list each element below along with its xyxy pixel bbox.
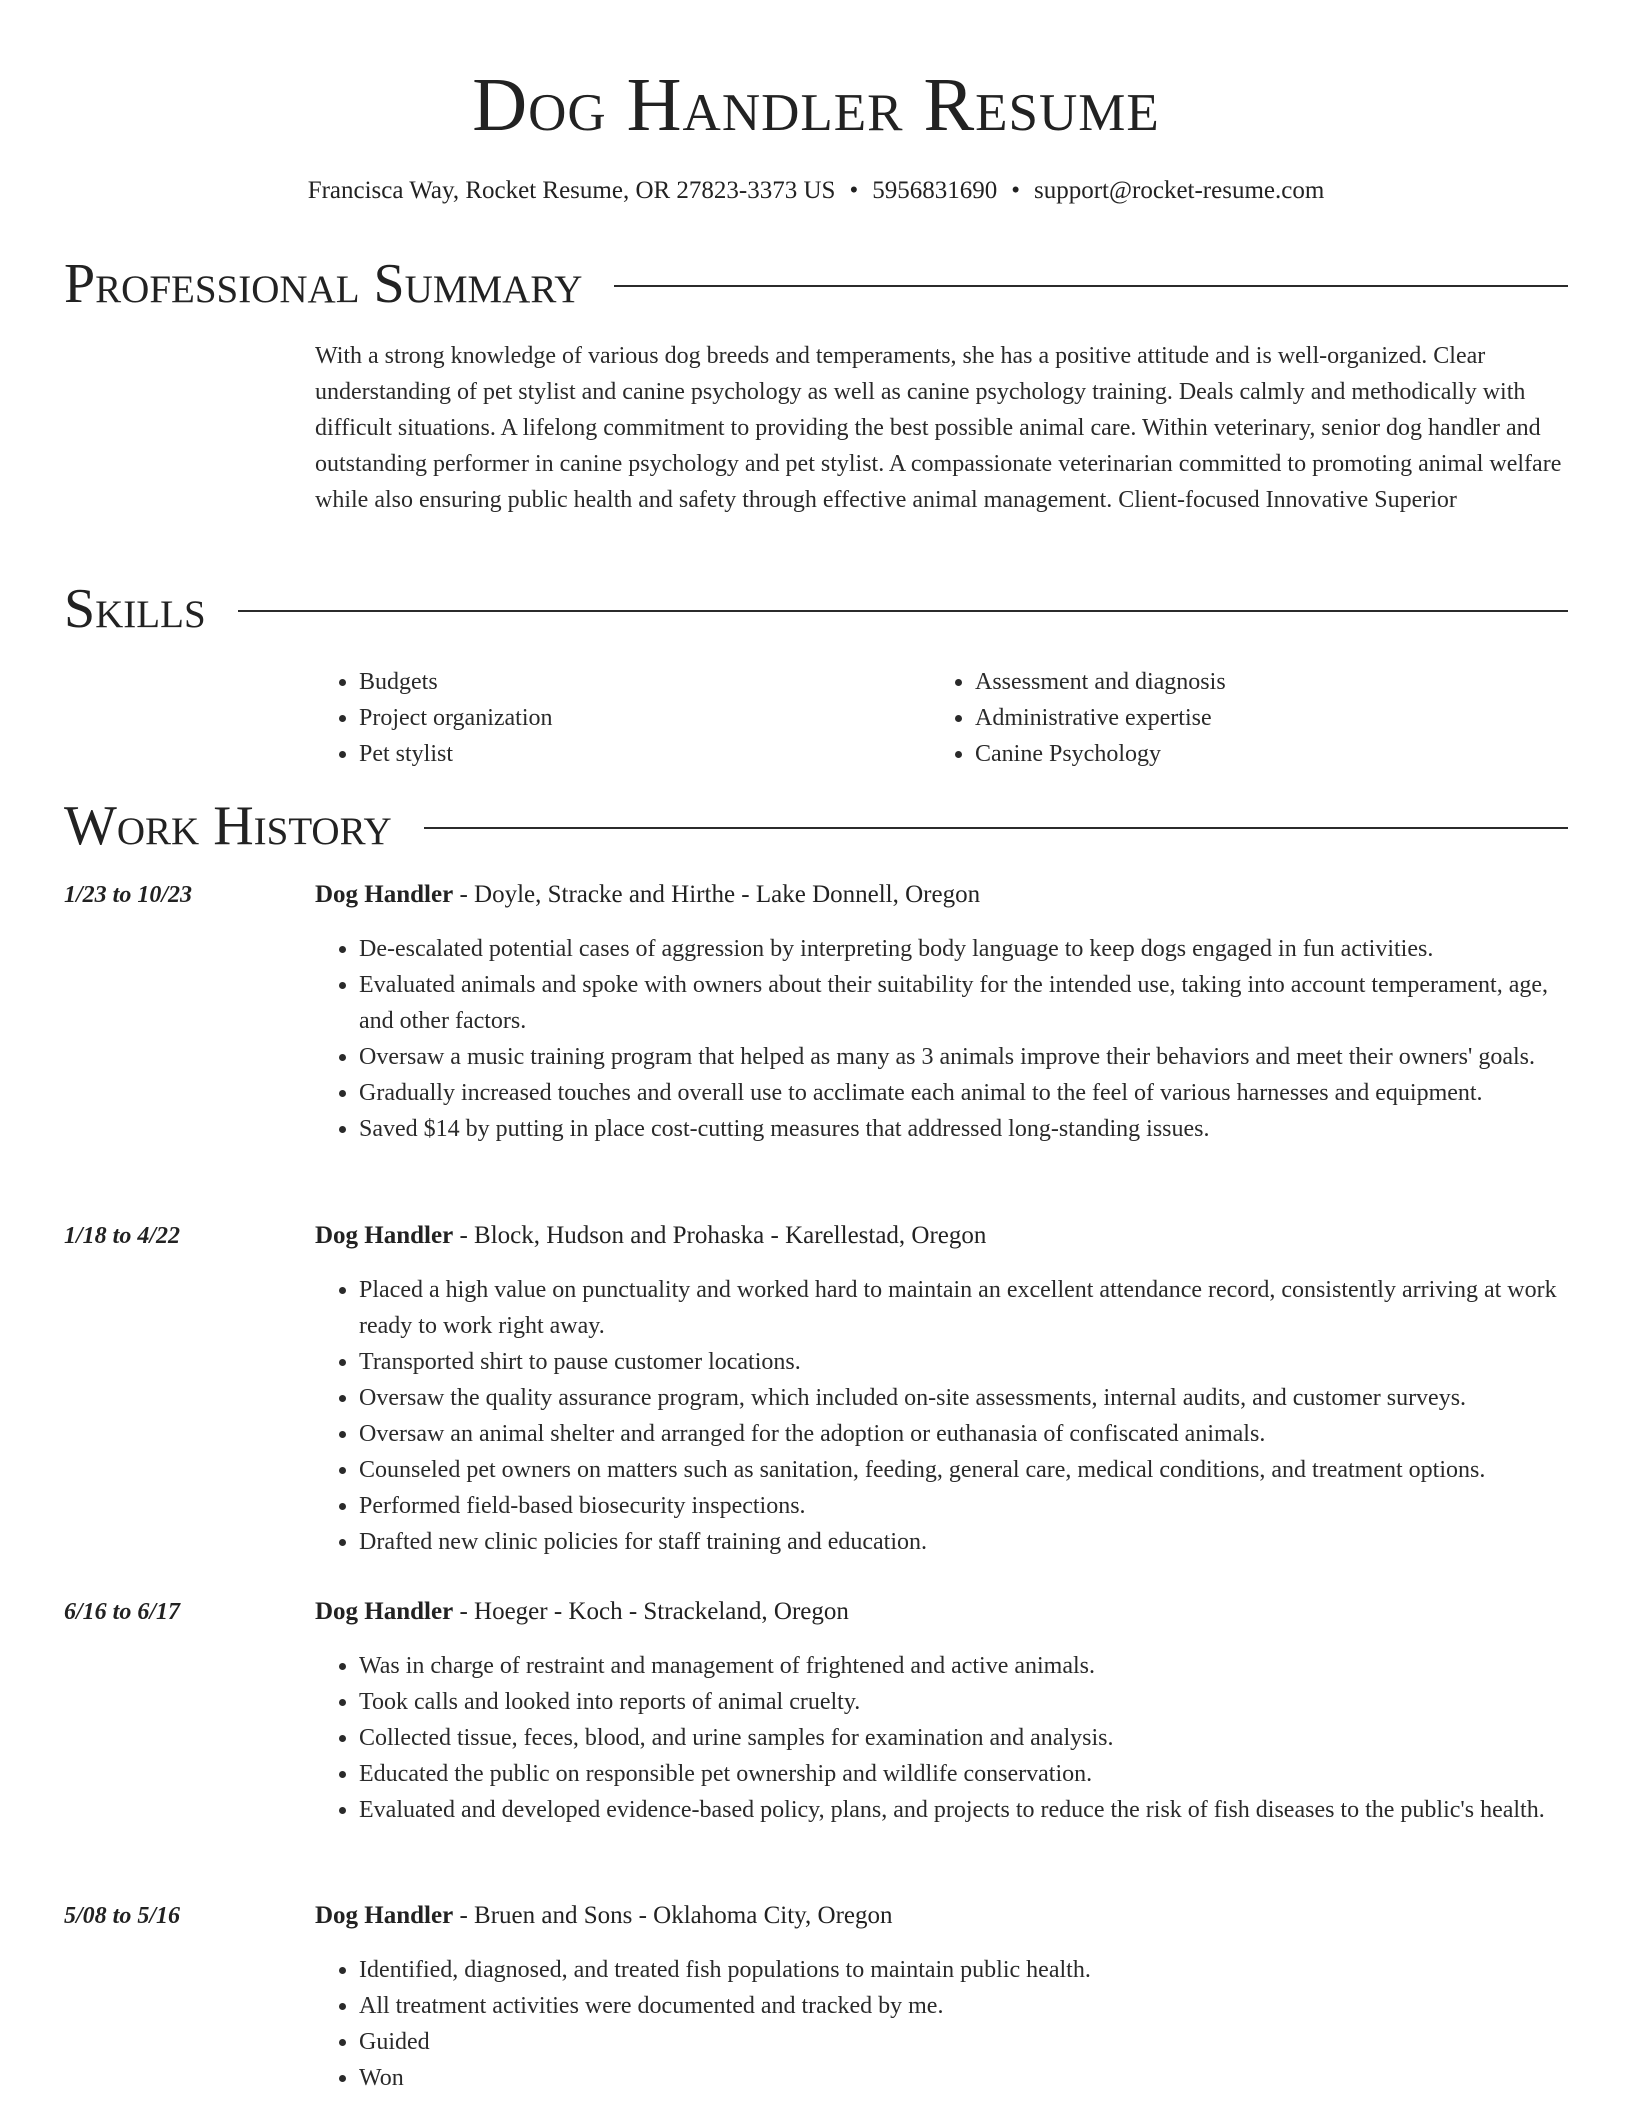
job-header bbox=[315, 1898, 893, 1934]
summary-text: With a strong knowledge of various dog breeds and temperaments, she has a positive attitude and is well-organized. Clear understanding of pet stylist and canine psychology as well as canine psychology training. Deals calmly and methodically with difficult situations. A lifelong commitment to providing the best possible animal care. Within veterinary, senior dog handler and outstanding performer in canine psychology and pet stylist. A compassionate veterinarian committed to promoting animal welfare while also ensuring public health and safety through effective animal management. Client-focused Innovative Superior bbox=[315, 343, 1562, 513]
job-bullet: • Collected tissue, feces, blood, and urine samples for examination and analysis. bbox=[359, 1720, 1570, 1756]
contact-line bbox=[0, 174, 1632, 208]
job-dates: 5/08 to 5/16 bbox=[64, 1903, 181, 1929]
skill-item: • Project organization bbox=[359, 700, 931, 736]
skill-item: • Assessment and diagnosis bbox=[975, 664, 1547, 700]
job-bullets bbox=[315, 1272, 1570, 1560]
summary-heading: Professional Summary bbox=[64, 253, 583, 315]
skill-item: • Canine Psychology bbox=[975, 736, 1547, 772]
job-bullet: • Gradually increased touches and overall use to acclimate each animal to the feel of various harnesses and equipment. bbox=[359, 1075, 1570, 1111]
work-section-header bbox=[64, 793, 1568, 859]
job-role: Dog Handler bbox=[315, 1598, 454, 1625]
job-header bbox=[315, 1218, 986, 1254]
job-role: Dog Handler bbox=[315, 1222, 454, 1249]
job-bullet: • Took calls and looked into reports of animal cruelty. bbox=[359, 1684, 1570, 1720]
job-employer: - Doyle, Stracke and Hirthe - Lake Donnell, Oregon bbox=[453, 881, 981, 908]
contact-address: Francisca Way, Rocket Resume, OR 27823-3373 US bbox=[307, 177, 836, 204]
job-header bbox=[315, 877, 980, 913]
resume-title: Dog Handler Resume bbox=[472, 63, 1160, 147]
contact-separator: • bbox=[849, 177, 859, 204]
job-bullet: • Educated the public on responsible pet ownership and wildlife conservation. bbox=[359, 1756, 1570, 1792]
job-bullet: • Performed field-based biosecurity inspections. bbox=[359, 1488, 1570, 1524]
job-bullet: • Oversaw an animal shelter and arranged for the adoption or euthanasia of confiscated animals. bbox=[359, 1416, 1570, 1452]
skills-list bbox=[315, 664, 1570, 772]
job-bullet: • Identified, diagnosed, and treated fish populations to maintain public health. bbox=[359, 1952, 1570, 1988]
job-header bbox=[315, 1594, 849, 1630]
section-divider bbox=[238, 610, 1568, 612]
job-bullet: • De-escalated potential cases of aggression by interpreting body language to keep dogs engaged in fun activities. bbox=[359, 931, 1570, 967]
job-bullet: • Evaluated and developed evidence-based policy, plans, and projects to reduce the risk of fish diseases to the public's health. bbox=[359, 1792, 1570, 1828]
job-role: Dog Handler bbox=[315, 1902, 454, 1929]
contact-separator: • bbox=[1011, 177, 1020, 204]
summary-section-header bbox=[64, 251, 1568, 317]
job-bullet: • Drafted new clinic policies for staff training and education. bbox=[359, 1524, 1570, 1560]
job-bullet: • Was in charge of restraint and management of frightened and active animals. bbox=[359, 1648, 1570, 1684]
skill-item: • Administrative expertise bbox=[975, 700, 1547, 736]
section-divider bbox=[614, 285, 1568, 287]
skills-column-left bbox=[315, 664, 931, 772]
job-dates: 1/18 to 4/22 bbox=[64, 1223, 181, 1249]
skills-column-right bbox=[931, 664, 1547, 772]
job-bullet: • All treatment activities were documented and tracked by me. bbox=[359, 1988, 1570, 2024]
job-bullets bbox=[315, 931, 1570, 1147]
job-bullet: • Oversaw the quality assurance program, which included on-site assessments, internal audits, and customer surveys. bbox=[359, 1380, 1570, 1416]
job-bullet: • Won bbox=[359, 2060, 1570, 2096]
section-divider bbox=[424, 827, 1568, 829]
work-heading: Work History bbox=[64, 795, 392, 857]
job-bullet: • Evaluated animals and spoke with owners about their suitability for the intended use, taking into account temperament, age, and other factors. bbox=[359, 967, 1570, 1039]
skills-heading: Skills bbox=[64, 578, 206, 640]
job-dates: 6/16 to 6/17 bbox=[64, 1599, 181, 1625]
job-bullet: • Transported shirt to pause customer locations. bbox=[359, 1344, 1570, 1380]
job-employer: - Bruen and Sons - Oklahoma City, Oregon bbox=[453, 1902, 893, 1929]
job-dates: 1/23 to 10/23 bbox=[64, 882, 193, 908]
job-bullet: • Counseled pet owners on matters such as sanitation, feeding, general care, medical conditions, and treatment options. bbox=[359, 1452, 1570, 1488]
job-bullet: • Saved $14 by putting in place cost-cutting measures that addressed long-standing issues. bbox=[359, 1111, 1570, 1147]
job-bullets bbox=[315, 1952, 1570, 2096]
job-bullet: • Placed a high value on punctuality and worked hard to maintain an excellent attendance record, consistently arriving at work ready to work right away. bbox=[359, 1272, 1570, 1344]
skill-item: • Pet stylist bbox=[359, 736, 931, 772]
job-employer: - Block, Hudson and Prohaska - Karellestad, Oregon bbox=[453, 1222, 987, 1249]
skills-section-header bbox=[64, 576, 1568, 642]
job-bullets bbox=[315, 1648, 1570, 1828]
contact-email: support@rocket-resume.com bbox=[1034, 177, 1325, 204]
job-bullet: • Guided bbox=[359, 2024, 1570, 2060]
job-role: Dog Handler bbox=[315, 881, 454, 908]
job-bullet: • Oversaw a music training program that helped as many as 3 animals improve their behaviors and meet their owners' goals. bbox=[359, 1039, 1570, 1075]
job-employer: - Hoeger - Koch - Strackeland, Oregon bbox=[453, 1598, 849, 1625]
contact-phone: 5956831690 bbox=[872, 177, 998, 204]
skill-item: • Budgets bbox=[359, 664, 931, 700]
